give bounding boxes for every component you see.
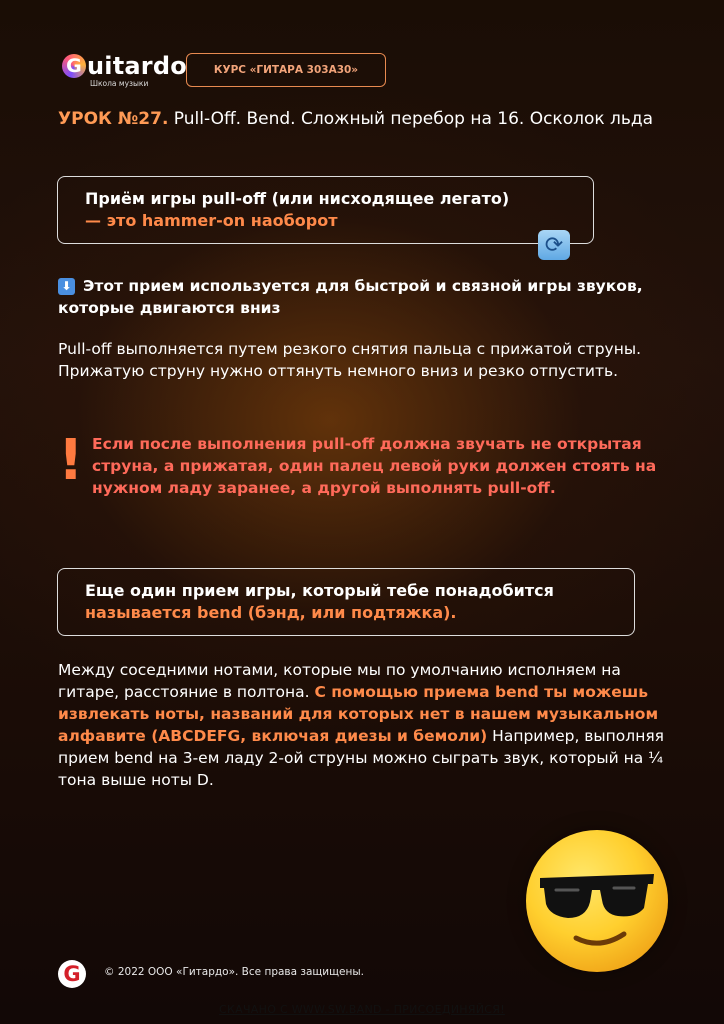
pull-off-definition-accent: — это hammer-on наоборот	[85, 211, 338, 230]
bend-intro-box	[57, 568, 635, 636]
refresh-icon: ⟳	[538, 230, 570, 260]
bend-text-start: Между соседними нотами, которые мы по умолчанию исполняем на гитаре, расстояние в полтона.	[58, 661, 621, 701]
logo-tagline: Школа музыки	[90, 79, 149, 88]
bend-text-end: Например, выполняя прием bend на 3-ем ладу 2-ой струны можно сыграть звук, который на ¼ тона выше ноты D.	[58, 727, 664, 789]
brand-logo	[62, 52, 187, 88]
download-watermark: СКАЧАНО С WWW.SW.BAND - ПРИСОЕДИНЯЙСЯ!	[219, 1003, 505, 1016]
lesson-title	[58, 108, 678, 131]
logo-text: uitardo	[87, 52, 187, 80]
pull-off-purpose-text: Этот прием используется для быстрой и связной игры звуков, которые двигаются вниз	[58, 277, 643, 317]
exclamation-icon: !	[58, 428, 84, 493]
course-badge: КУРС «ГИТАРА 303А30»	[186, 53, 386, 87]
footer-logo-icon: G	[58, 960, 86, 988]
lesson-number: УРОК №27.	[58, 109, 169, 129]
warning-text: Если после выполнения pull-off должна звучать не открытая струна, а прижатая, один палец левой руки должен стоять на нужном ладу заранее, а другой выполнять pull-off.	[92, 435, 657, 497]
bend-text-accent: С помощью приема bend ты можешь извлекать ноты, названий для которых нет в нашем музыкальном алфавите (ABCDEFG, включая диезы и бемоли)	[58, 683, 659, 745]
logo-wordmark	[62, 52, 187, 80]
bend-intro-accent: называется bend (бэнд, или подтяжка).	[85, 603, 457, 622]
pull-off-definition-text: Приём игры pull-off (или нисходящее легато)	[85, 189, 510, 208]
lesson-name: Pull-Off. Bend. Сложный перебор на 16. Осколок льда	[168, 109, 654, 129]
sunglasses-emoji-icon	[526, 830, 668, 972]
pull-off-definition-box	[57, 176, 594, 244]
bend-explanation-paragraph	[58, 659, 678, 791]
sunglasses-emoji-drawing	[526, 830, 668, 972]
pull-off-purpose-paragraph	[58, 275, 678, 319]
copyright-text: © 2022 ООО «Гитардо». Все права защищены.	[104, 966, 364, 978]
pull-off-technique-paragraph: Pull-off выполняется путем резкого снятия пальца с прижатой струны. Прижатую струну нужно оттянуть немного вниз и резко отпустить.	[58, 340, 641, 380]
bend-intro-text: Еще один прием игры, который тебе понадобится	[85, 581, 554, 600]
logo-mark-icon: G	[62, 54, 86, 78]
down-arrow-icon: ⬇	[58, 278, 75, 295]
